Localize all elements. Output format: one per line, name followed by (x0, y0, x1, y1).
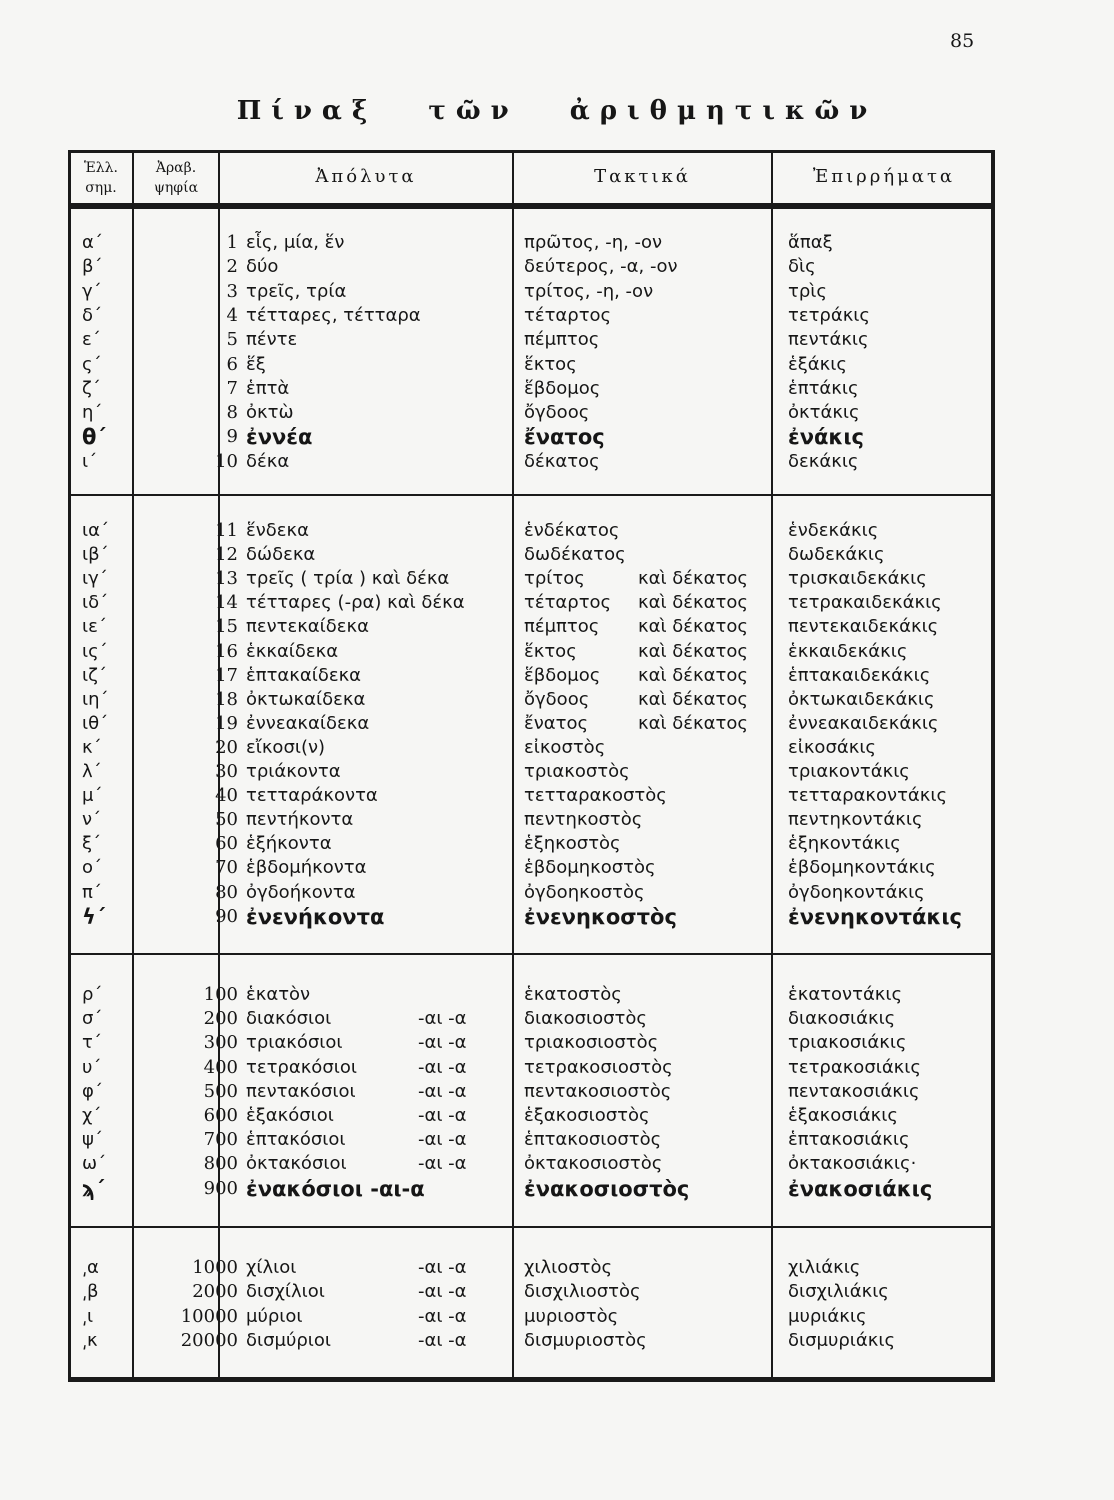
table-row (68, 832, 995, 856)
gender-endings: -αι -α (418, 1032, 467, 1054)
table-row (68, 983, 995, 1007)
ordinal-suffix: καὶ δέκατος (638, 712, 748, 734)
adverb-form: ἑξηκοντάκις (788, 833, 901, 855)
gender-endings: -αι -α (418, 1281, 467, 1303)
absolute-form: τέτταρες, τέτταρα (246, 304, 421, 326)
table-row (68, 736, 995, 760)
greek-numeral-sign: ε΄ (82, 329, 101, 351)
adverb-form: ἐνακοσιάκις (788, 1176, 933, 1201)
absolute-form: χίλιοι (246, 1257, 297, 1278)
absolute-form: ἐννέα (246, 425, 313, 450)
adverb-form: ἑξακοσιάκις (788, 1105, 898, 1126)
gender-endings: -αι -α (418, 1305, 467, 1327)
adverb-form: δεκάκις (788, 450, 859, 472)
adverb-form: εἰκοσάκις (788, 736, 876, 758)
adverb-form: ἐνενηκοντάκις (788, 904, 962, 929)
table-row (68, 760, 995, 784)
adverb-form: τετρακαιδεκάκις (788, 592, 942, 614)
table-row (68, 543, 995, 567)
table-row (68, 1152, 995, 1176)
arabic-digits: 20 (215, 736, 238, 758)
ordinal-form: δωδέκατος (524, 544, 626, 566)
adverb-form: πεντηκοντάκις (788, 809, 923, 831)
adverb-form: ἐννεακαιδεκάκις (788, 712, 939, 734)
absolute-form: ἐνακόσιοι -αι-α (246, 1176, 425, 1201)
arabic-digits: 2 (226, 256, 238, 278)
ordinal-form: ἔνατος (524, 425, 605, 450)
adverb-form: δισμυριάκις (788, 1329, 896, 1351)
adverb-form: ἐνάκις (788, 425, 864, 450)
ordinal-form: ἐνακοσιοστὸς (524, 1176, 690, 1201)
table-row (68, 401, 995, 425)
table-row (68, 1128, 995, 1152)
greek-numeral-sign: μ΄ (82, 785, 103, 807)
absolute-form: πεντακόσιοι (246, 1080, 356, 1102)
table-row (68, 231, 995, 255)
absolute-form: ἑκκαίδεκα (246, 640, 339, 662)
ordinal-form: ὀγδοηκοστὸς (524, 881, 645, 903)
header-greek-sign: Ἑλλ. σημ. (84, 160, 118, 196)
ordinal-form: δεύτερος, -α, -ον (524, 256, 678, 278)
table-row (68, 905, 995, 929)
greek-numeral-sign: υ΄ (82, 1056, 102, 1078)
table-row (68, 1256, 995, 1280)
ordinal-suffix: καὶ δέκατος (638, 592, 748, 614)
absolute-form: ἐνενήκοντα (246, 904, 385, 929)
ordinal-form: ἔνατος (524, 712, 589, 734)
table-row (68, 688, 995, 712)
greek-numeral-sign: ιε΄ (82, 616, 107, 638)
gender-endings: -αι -α (418, 1008, 467, 1030)
absolute-form: ἑξήκοντα (246, 833, 332, 855)
arabic-digits: 400 (203, 1056, 238, 1078)
table-row (68, 425, 995, 449)
greek-numeral-sign: η΄ (82, 402, 103, 424)
ordinal-form: τετταρακοστὸς (524, 785, 667, 807)
gender-endings: -αι -α (418, 1329, 467, 1351)
absolute-form: ἑπτὰ (246, 377, 290, 399)
table-row (68, 1280, 995, 1304)
greek-numeral-sign: λ΄ (82, 761, 102, 782)
ordinal-form: τρίτος (524, 568, 585, 590)
adverb-form: ἑπτακοσιάκις (788, 1129, 910, 1151)
greek-numeral-sign: ις΄ (82, 640, 108, 662)
arabic-digits: 700 (203, 1129, 238, 1151)
gender-endings: -αι -α (418, 1257, 467, 1278)
arabic-digits: 19 (215, 712, 238, 734)
adverb-form: τριακοντάκις (788, 761, 910, 782)
greek-numeral-sign: ο΄ (82, 857, 103, 879)
gender-endings: -αι -α (418, 1129, 467, 1151)
greek-numeral-sign: ξ΄ (82, 833, 102, 855)
ordinal-form: τέταρτος (524, 304, 612, 326)
gender-endings: -αι -α (418, 1153, 467, 1175)
greek-numeral-sign: ιβ΄ (82, 544, 109, 566)
ordinal-form: τρίτος, -η, -ον (524, 280, 654, 302)
ordinal-form: δισμυριοστὸς (524, 1329, 647, 1351)
arabic-digits: 16 (215, 640, 238, 662)
page-number: 85 (950, 30, 975, 52)
adverb-form: μυριάκις (788, 1305, 867, 1327)
ordinal-form: πέμπτος (524, 616, 600, 638)
ordinal-form: ὄγδοος (524, 402, 590, 424)
arabic-digits: 30 (215, 761, 238, 782)
absolute-form: ἑπτακαίδεκα (246, 664, 362, 686)
ordinal-form: ἑπτακοσιοστὸς (524, 1129, 662, 1151)
greek-numeral-sign: δ΄ (82, 304, 103, 326)
absolute-form: δώδεκα (246, 544, 316, 566)
greek-numeral-sign: ͵β (82, 1281, 99, 1303)
ordinal-suffix: καὶ δέκατος (638, 616, 748, 638)
adverb-form: ἑπτάκις (788, 377, 859, 399)
greek-numeral-sign: ζ΄ (82, 377, 101, 399)
ordinal-form: πεντηκοστὸς (524, 809, 643, 831)
greek-numeral-sign: τ΄ (82, 1032, 102, 1054)
adverb-form: τετρακοσιάκις (788, 1056, 921, 1078)
greek-numeral-sign: β΄ (82, 256, 103, 278)
arabic-digits: 10 (215, 450, 238, 472)
adverb-form: ἑνδεκάκις (788, 520, 879, 541)
arabic-digits: 300 (203, 1032, 238, 1054)
adverb-form: ὀγδοηκοντάκις (788, 881, 925, 903)
ordinal-suffix: καὶ δέκατος (638, 568, 748, 590)
adverb-form: ἑκκαιδεκάκις (788, 640, 908, 662)
greek-numeral-sign: ιθ΄ (82, 712, 109, 734)
arabic-digits: 4 (226, 304, 238, 326)
ordinal-suffix: καὶ δέκατος (638, 688, 748, 710)
greek-numeral-sign: ν΄ (82, 809, 102, 831)
arabic-digits: 13 (215, 568, 238, 590)
arabic-digits: 12 (215, 544, 238, 566)
absolute-form: δισμύριοι (246, 1329, 331, 1351)
absolute-form: ὀκτακόσιοι (246, 1153, 347, 1175)
table-row (68, 1177, 995, 1201)
group-divider (68, 953, 995, 955)
table-row (68, 1056, 995, 1080)
greek-numeral-sign: ι΄ (82, 450, 98, 472)
arabic-digits: 11 (215, 520, 238, 541)
ordinal-form: δισχιλιοστὸς (524, 1281, 641, 1303)
greek-numeral-sign: ͵α (82, 1257, 99, 1278)
arabic-digits: 7 (226, 377, 238, 399)
arabic-digits: 20000 (180, 1329, 238, 1351)
ordinal-form: ὀκτακοσιοστὸς (524, 1153, 663, 1175)
arabic-digits: 600 (203, 1105, 238, 1126)
adverb-form: χιλιάκις (788, 1257, 861, 1278)
ordinal-form: τέταρτος (524, 592, 612, 614)
table-row (68, 304, 995, 328)
ordinal-form: ἑκατοστὸς (524, 984, 622, 1005)
gender-endings: -αι -α (418, 1080, 467, 1102)
table-row (68, 640, 995, 664)
arabic-digits: 40 (215, 785, 238, 807)
greek-numeral-sign: π΄ (82, 881, 102, 903)
table-row (68, 808, 995, 832)
adverb-form: ὀκτωκαιδεκάκις (788, 688, 935, 710)
ordinal-suffix: καὶ δέκατος (638, 640, 748, 662)
table-row (68, 519, 995, 543)
greek-numeral-sign: γ΄ (82, 280, 102, 302)
absolute-form: τετταράκοντα (246, 785, 378, 807)
adverb-form: τρὶς (788, 280, 827, 302)
adverb-form: ἅπαξ (788, 232, 833, 253)
arabic-digits: 3 (226, 280, 238, 302)
greek-numeral-sign: ϟ΄ (82, 904, 106, 929)
arabic-digits: 800 (203, 1153, 238, 1175)
absolute-form: εἴκοσι(ν) (246, 736, 326, 758)
absolute-form: ἑβδομήκοντα (246, 857, 367, 879)
table-row (68, 1305, 995, 1329)
arabic-digits: 2000 (192, 1281, 238, 1303)
greek-numeral-sign: φ΄ (82, 1080, 103, 1102)
absolute-form: ὀκτὼ (246, 402, 294, 424)
table-row (68, 328, 995, 352)
header-divider (68, 203, 995, 209)
table-row (68, 353, 995, 377)
header-arabic-digits: Ἀραβ. ψηφία (153, 160, 199, 196)
absolute-form: ὀκτωκαίδεκα (246, 688, 366, 710)
ordinal-form: ἕκτος (524, 640, 577, 662)
adverb-form: τετταρακοντάκις (788, 785, 948, 807)
table-row (68, 1080, 995, 1104)
greek-numeral-sign: ιδ΄ (82, 592, 109, 614)
absolute-form: πεντεκαίδεκα (246, 616, 369, 638)
adverb-form: δὶς (788, 256, 816, 278)
arabic-digits: 17 (215, 664, 238, 686)
absolute-form: δύο (246, 256, 279, 278)
arabic-digits: 1 (226, 232, 238, 253)
absolute-form: εἷς, μία, ἕν (246, 232, 345, 253)
ordinal-form: ἑνδέκατος (524, 520, 620, 541)
absolute-form: ἕξ (246, 353, 266, 375)
ordinal-form: ἕβδομος (524, 664, 601, 686)
adverb-form: διακοσιάκις (788, 1008, 896, 1030)
absolute-form: διακόσιοι (246, 1008, 332, 1030)
greek-numeral-sign: ψ΄ (82, 1129, 103, 1151)
group-divider (68, 494, 995, 496)
absolute-form: ἑκατὸν (246, 984, 311, 1005)
ordinal-form: ἕβδομος (524, 377, 601, 399)
greek-numeral-sign: ͵κ (82, 1329, 98, 1351)
adverb-form: ἑκατοντάκις (788, 984, 903, 1005)
table-row (68, 1007, 995, 1031)
adverb-form: ὀκτάκις (788, 402, 860, 424)
adverb-form: τρισκαιδεκάκις (788, 568, 927, 590)
absolute-form: ὀγδοήκοντα (246, 881, 356, 903)
greek-numeral-sign: ϡ΄ (82, 1176, 105, 1201)
greek-numeral-sign: ω΄ (82, 1153, 107, 1175)
table-row (68, 567, 995, 591)
ordinal-form: τριακοστὸς (524, 761, 630, 782)
arabic-digits: 5 (226, 329, 238, 351)
arabic-digits: 500 (203, 1080, 238, 1102)
ordinal-form: εἰκοστὸς (524, 736, 606, 758)
absolute-form: τετρακόσιοι (246, 1056, 357, 1078)
greek-numeral-sign: ς΄ (82, 353, 102, 375)
gender-endings: -αι -α (418, 1105, 467, 1126)
ordinal-form: πέμπτος (524, 329, 600, 351)
arabic-digits: 1000 (192, 1257, 238, 1278)
arabic-digits: 60 (215, 833, 238, 855)
greek-numeral-sign: ιγ΄ (82, 568, 108, 590)
arabic-digits: 18 (215, 688, 238, 710)
table-row (68, 664, 995, 688)
page-title: Πίναξ τῶν ἀριθμητικῶν (236, 96, 878, 126)
adverb-form: ἑβδομηκοντάκις (788, 857, 936, 879)
table-row (68, 784, 995, 808)
greek-numeral-sign: χ΄ (82, 1105, 102, 1126)
arabic-digits: 70 (215, 857, 238, 879)
adverb-form: δωδεκάκις (788, 544, 885, 566)
ordinal-form: ἑξακοσιοστὸς (524, 1105, 650, 1126)
arabic-digits: 100 (203, 984, 238, 1005)
table-row (68, 881, 995, 905)
arabic-digits: 6 (226, 353, 238, 375)
adverb-form: ἑξάκις (788, 353, 847, 375)
ordinal-form: ὄγδοος (524, 688, 590, 710)
group-divider (68, 1226, 995, 1228)
adverb-form: ἑπτακαιδεκάκις (788, 664, 931, 686)
table-row (68, 377, 995, 401)
absolute-form: τέτταρες (-ρα) καὶ δέκα (246, 592, 465, 614)
greek-numeral-sign: ρ΄ (82, 984, 103, 1005)
absolute-form: ἑξακόσιοι (246, 1105, 334, 1126)
arabic-digits: 50 (215, 809, 238, 831)
arabic-digits: 80 (215, 881, 238, 903)
table-row (68, 1031, 995, 1055)
ordinal-form: μυριοστὸς (524, 1305, 619, 1327)
ordinal-form: ἕκτος (524, 353, 577, 375)
ordinal-form: πεντακοσιοστὸς (524, 1080, 672, 1102)
ordinal-form: χιλιοστὸς (524, 1257, 613, 1278)
ordinal-form: διακοσιοστὸς (524, 1008, 647, 1030)
absolute-form: τριακόσιοι (246, 1032, 343, 1054)
table-row (68, 856, 995, 880)
adverb-form: ὀκτακοσιάκις· (788, 1153, 917, 1175)
arabic-digits: 200 (203, 1008, 238, 1030)
absolute-form: ἐννεακαίδεκα (246, 712, 370, 734)
absolute-form: μύριοι (246, 1305, 303, 1327)
ordinal-form: ἑξηκοστὸς (524, 833, 621, 855)
gender-endings: -αι -α (418, 1056, 467, 1078)
arabic-digits: 10000 (180, 1305, 238, 1327)
absolute-form: πέντε (246, 329, 298, 351)
arabic-digits: 900 (203, 1177, 238, 1199)
absolute-form: τρεῖς ( τρία ) καὶ δέκα (246, 568, 450, 590)
absolute-form: ἑπτακόσιοι (246, 1129, 346, 1151)
greek-numeral-sign: σ΄ (82, 1008, 103, 1030)
absolute-form: ἕνδεκα (246, 520, 309, 541)
greek-numeral-sign: ιη΄ (82, 688, 109, 710)
ordinal-form: πρῶτος, -η, -ον (524, 232, 663, 253)
ordinal-suffix: καὶ δέκατος (638, 664, 748, 686)
table-row (68, 1104, 995, 1128)
ordinal-form: ἑβδομηκοστὸς (524, 857, 656, 879)
absolute-form: δισχίλιοι (246, 1281, 325, 1303)
adverb-form: πεντάκις (788, 329, 869, 351)
adverb-form: τετράκις (788, 304, 870, 326)
absolute-form: πεντήκοντα (246, 809, 354, 831)
header-absolute: Ἀπόλυτα (315, 166, 417, 187)
adverb-form: δισχιλιάκις (788, 1281, 889, 1303)
table-row (68, 1329, 995, 1353)
arabic-digits: 14 (215, 592, 238, 614)
table-row (68, 450, 995, 474)
ordinal-form: τετρακοσιοστὸς (524, 1056, 673, 1078)
ordinal-form: δέκατος (524, 450, 600, 472)
absolute-form: τρεῖς, τρία (246, 280, 347, 302)
header-ordinal: Τακτικά (594, 166, 691, 187)
header-adverbs: Ἐπιρρήματα (812, 166, 956, 187)
arabic-digits: 15 (215, 616, 238, 638)
arabic-digits: 90 (215, 905, 238, 927)
table-row (68, 712, 995, 736)
greek-numeral-sign: ιζ΄ (82, 664, 107, 686)
adverb-form: πεντεκαιδεκάκις (788, 616, 939, 638)
absolute-form: τριάκοντα (246, 761, 341, 782)
table-row (68, 255, 995, 279)
adverb-form: τριακοσιάκις (788, 1032, 907, 1054)
table-row (68, 591, 995, 615)
adverb-form: πεντακοσιάκις (788, 1080, 920, 1102)
absolute-form: δέκα (246, 450, 290, 472)
greek-numeral-sign: α΄ (82, 232, 103, 253)
arabic-digits: 8 (226, 402, 238, 424)
greek-numeral-sign: θ΄ (82, 425, 106, 450)
table-row (68, 615, 995, 639)
greek-numeral-sign: ια΄ (82, 520, 109, 541)
greek-numeral-sign: ͵ι (82, 1305, 94, 1327)
greek-numeral-sign: κ΄ (82, 736, 102, 758)
table-row (68, 280, 995, 304)
ordinal-form: ἐνενηκοστὸς (524, 904, 677, 929)
arabic-digits: 9 (226, 426, 238, 448)
ordinal-form: τριακοσιοστὸς (524, 1032, 659, 1054)
